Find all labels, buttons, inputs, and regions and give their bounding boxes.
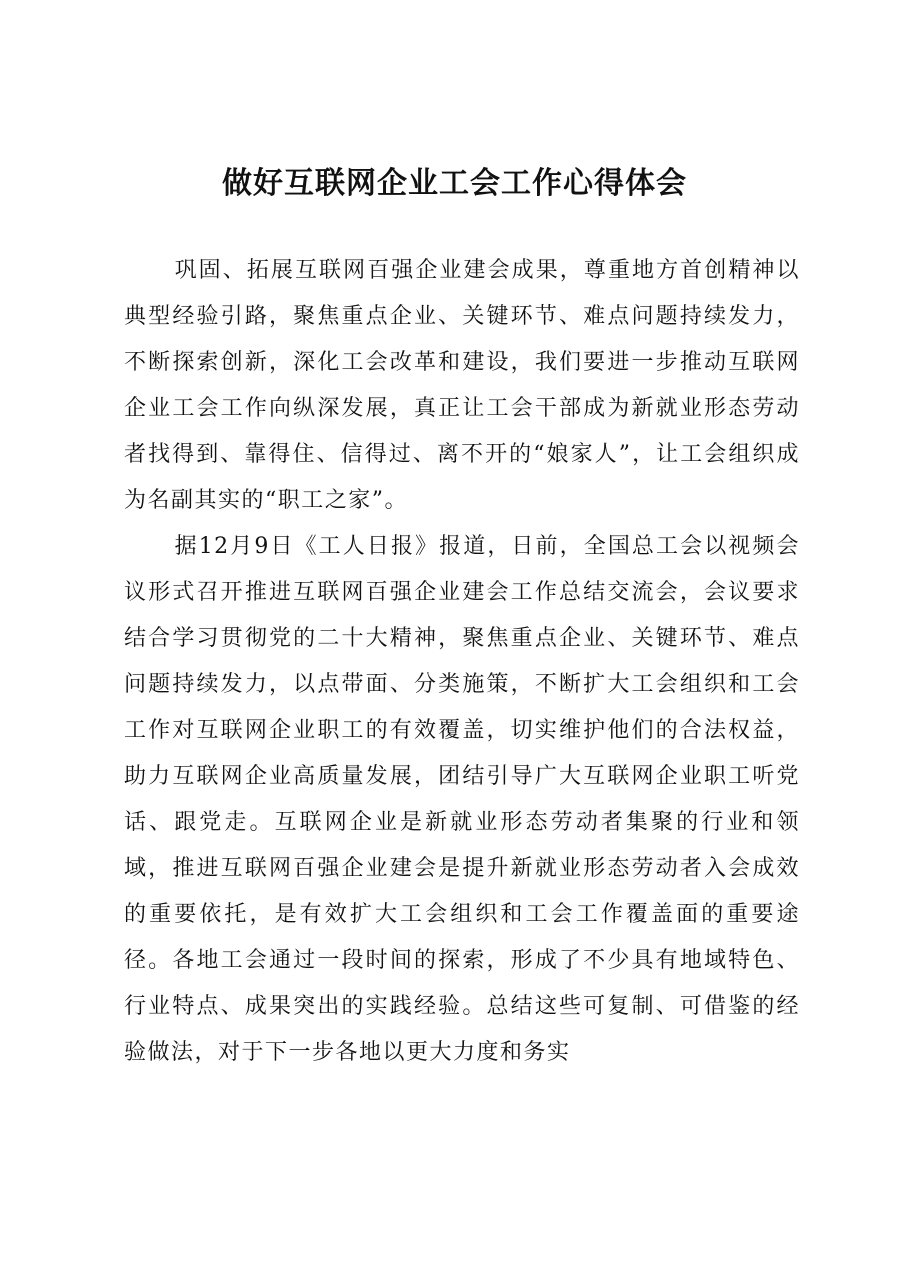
paragraph-text: 据12月9日《工人日报》报道，日前，全国总工会以视频会议形式召开推进互联网百强企业建会工作总结交流会，会议要求结合学习贯彻党的二十大精神，聚焦重点企业、关键环节、难点问题持续发力，以点带面、分类施策，不断扩大工会组织和工会工作对互联网企业职工的有效覆盖，切实维护他们的合法权益，助力互联网企业高质量发展，团结引导广大互联网企业职工听党话、跟党走。互联网企业是新就业形态劳动者集聚的行业和领域，推进互联网百强企业建会是提升新就业形态劳动者入会成效的重要依托，是有效扩大工会组织和工会工作覆盖面的重要途径。各地工会通过一段时间的探索，形成了不少具有地域特色、行业特点、成果突出的实践经验。总结这些可复制、可借鉴的经验做法，对于下一步各地以更大力度和务实 <box>124 534 800 1065</box>
paragraph-2 <box>124 524 800 1076</box>
document-title: 做好互联网企业工会工作心得体会 <box>222 166 687 201</box>
paragraph-text: 巩固、拓展互联网百强企业建会成果，尊重地方首创精神以典型经验引路，聚焦重点企业、关键环节、难点问题持续发力，不断探索创新，深化工会改革和建设，我们要进一步推动互联网企业工会工作向纵深发展，真正让工会干部成为新就业形态劳动者找得到、靠得住、信得过、离不开的“娘家人”，让工会组织成为名副其实的“职工之家”。 <box>124 258 800 513</box>
paragraph-1 <box>124 248 800 524</box>
document-body <box>124 248 800 1076</box>
